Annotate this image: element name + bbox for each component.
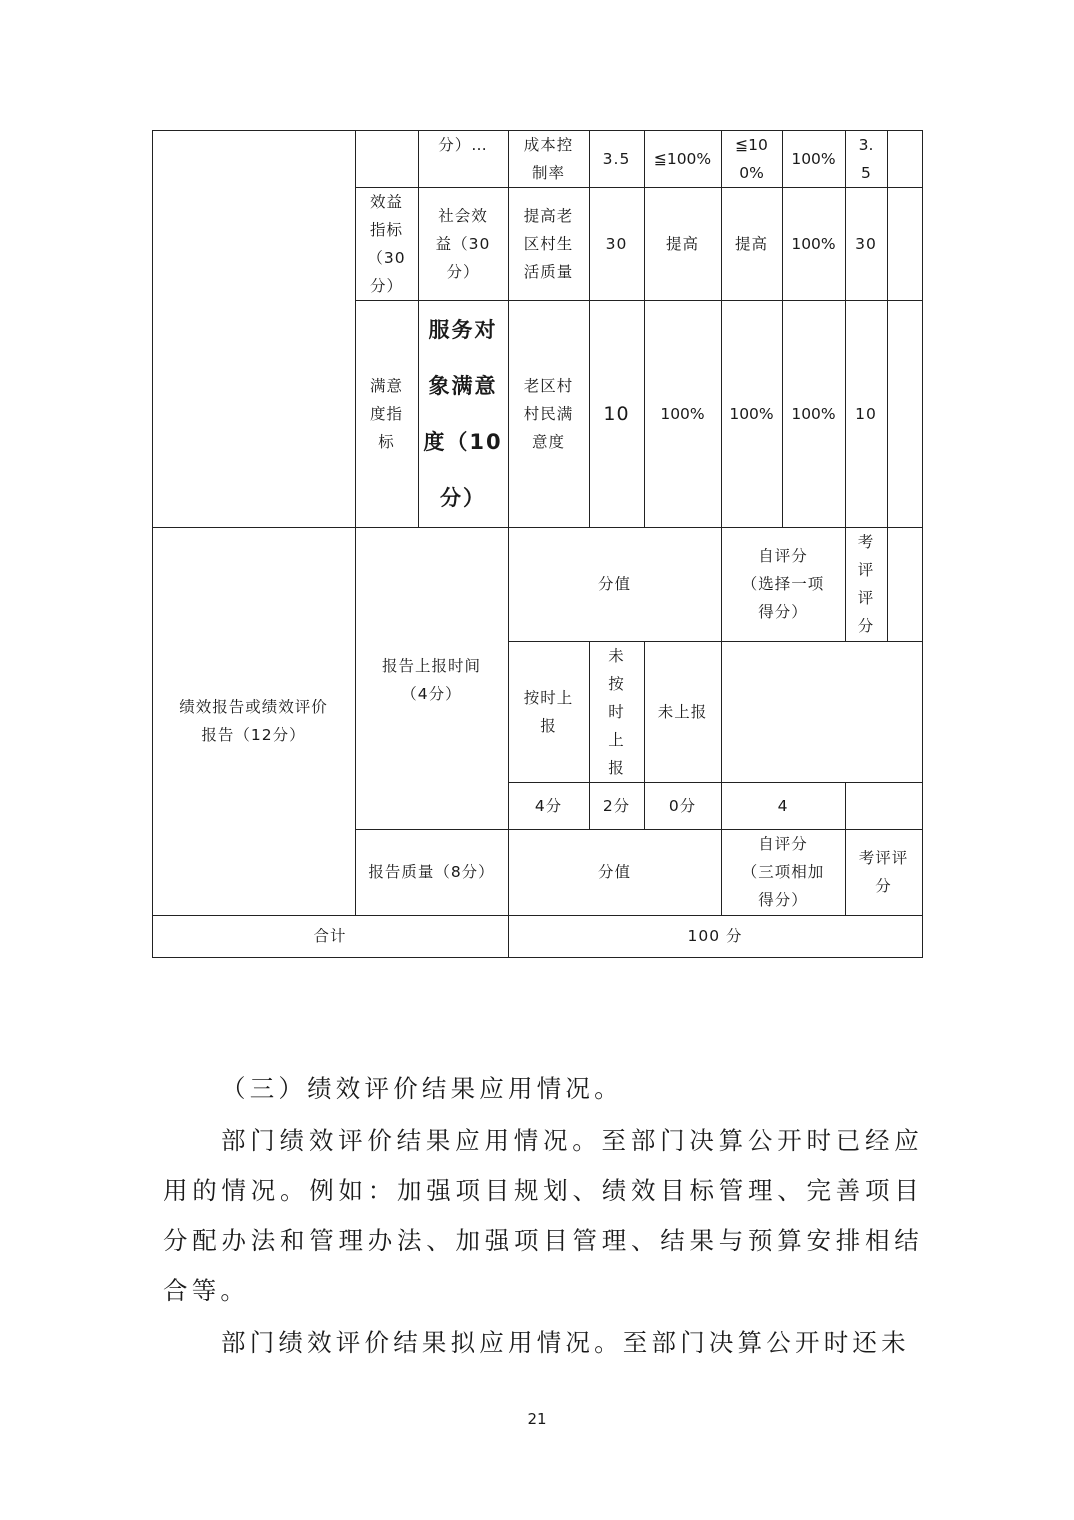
cell-report-quality-label: 报告质量（8分） (368, 863, 495, 881)
cell-benefit-score: 30 (855, 234, 877, 253)
cell-satisfaction-rate: 100% (791, 404, 836, 423)
cell-report-pts-not-reported: 0分 (668, 796, 697, 815)
cell-satisfaction-category: 满意 度指 标 (369, 376, 403, 451)
cell-report-kao-ping: 考评评 分 (858, 849, 909, 895)
cell-report-self-score-value: 4 (777, 796, 789, 815)
cell-satisfaction-weight: 10 (603, 402, 630, 425)
cell-report-fen-zhi: 分值 (597, 575, 631, 593)
cell-cost-actual: ≦10 0% (735, 135, 768, 182)
cell-report-time-label: 报告上报时间 （4分） (381, 657, 481, 703)
cell-cost-target: ≦100% (653, 149, 712, 168)
cell-cost-score: 3. 5 (858, 135, 874, 182)
paragraph-planned: 部门绩效评价结果拟应用情况。至部门决算公开时还未 (221, 1328, 910, 1357)
cell-cost-indicator: 成本控 制率 (523, 135, 574, 182)
cell-benefit-target: 提高 (665, 234, 699, 253)
cell-report-self-score-one: 自评分 （选择一项 得分） (741, 547, 825, 621)
cell-report-on-time: 按时上 报 (523, 688, 574, 735)
cell-total-value: 100 分 (687, 927, 743, 945)
cell-benefit-category: 效益 指标 （30 分） (367, 192, 406, 295)
section-heading: （三）绩效评价结果应用情况。 (221, 1074, 623, 1103)
cell-report-quality-fen-zhi: 分值 (597, 863, 631, 881)
cell-report-kao-ping-vertical: 考 评 评 分 (857, 533, 875, 635)
cell-report-self-score-three: 自评分 （三项相加 得分） (741, 835, 825, 909)
cell-cost-weight: 3.5 (602, 149, 631, 168)
cell-cost-rate: 100% (791, 149, 836, 168)
cell-benefit-weight: 30 (605, 234, 628, 253)
cell-satisfaction-target: 100% (660, 404, 705, 423)
cell-benefit-indicator: 提高老 区村生 活质量 (523, 206, 574, 281)
cell-report-pts-on-time: 4分 (534, 796, 563, 815)
paragraph-applied: 部门绩效评价结果应用情况。至部门决算公开时已经应用的情况。例如：加强项目规划、绩效目标管理、完善项目分配办法和管理办法、加强项目管理、结果与预算安排相结合等。 (163, 1126, 923, 1305)
cell-report-pts-not-on-time: 2分 (602, 796, 631, 815)
cell-benefit-actual: 提高 (734, 234, 768, 253)
cell-benefit-rate: 100% (791, 234, 836, 253)
cell-satisfaction-indicator: 老区村 村民满 意度 (523, 376, 574, 451)
cell-report-not-on-time: 未 按 时 上 报 (608, 646, 625, 777)
cell-benefit-subcategory: 社会效 益（30 分） (435, 206, 491, 281)
cell-satisfaction-subcategory: 服务对 象满意 度（10 分） (423, 317, 503, 510)
cell-satisfaction-score: 10 (855, 404, 877, 423)
cell-cost-subcategory: 分）… (438, 136, 488, 154)
cell-report-category: 绩效报告或绩效评价 报告（12分） (179, 698, 328, 744)
cell-report-not-reported: 未上报 (657, 702, 708, 721)
page-number: 21 (527, 1410, 547, 1428)
cell-total-label: 合计 (313, 927, 347, 945)
cell-satisfaction-actual: 100% (729, 404, 774, 423)
